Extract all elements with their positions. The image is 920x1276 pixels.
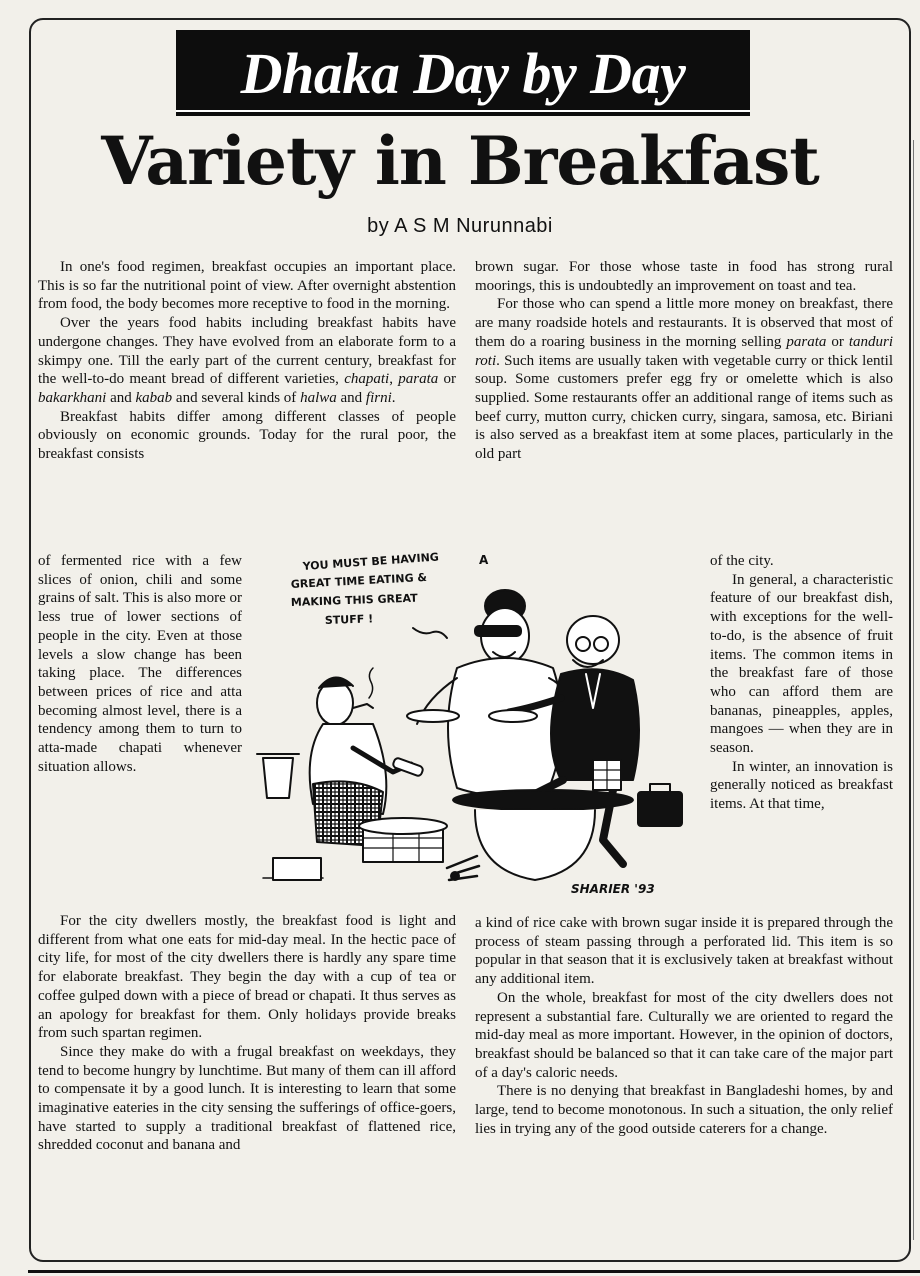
column-2-wrap: [710, 552, 893, 814]
paragraph: Since they make do with a frugal breakfast on weekdays, they tend to become hungry by lunchtime. But many of them can ill afford to compensate it by a good lunch. It is interesting to learn that some imaginative eateries in the city sensing the sufferings of office-goers, have started to supply a traditional breakfast of flattened rice, shredded coconut and banana and: [38, 1043, 456, 1154]
paragraph: Breakfast habits differ among different classes of people obviously on economic grounds. Today for the rural poor, the breakfast consists: [38, 408, 456, 463]
paragraph: In one's food regimen, breakfast occupies an important place. This is so far the nutritional point of view. After overnight abstention from food, the body becomes more receptive to food in the morning.: [38, 259, 456, 313]
paragraph: For those who can spend a little more money on breakfast, there are many roadside hotels and restaurants. It is observed that most of them do a roaring business in the morning selling parata or tanduri roti. Such items are usually taken with vegetable curry or thick lentil soup. Some customers prefer egg fry or omelette which is also supplied. Some restaurants offer an additional range of items such as beef curry, mutton curry, chicken curry, singara, samosa, etc. Biriani is also served as a breakfast item at some places, particularly in the old part: [475, 296, 894, 463]
column-1-bottom: [38, 912, 456, 1155]
paragraph: There is no denying that breakfast in Bangladeshi homes, by and large, tend to become monotonous. In such a situation, the only relief lies in trying any of the good outside caterers for a change.: [475, 1083, 893, 1137]
paragraph: Over the years food habits including breakfast habits have undergone changes. They have evolved from an elaborate form to a skimpy one. Till the early part of the current century, breakfast for the well-to-do meant bread of different varieties, chapati, parata or bakarkhani and kabab and several kinds of halwa and firni.: [38, 315, 457, 406]
speech-bubble-text: MAKING THIS GREAT: [290, 591, 418, 609]
paragraph: On the whole, breakfast for most of the city dwellers does not represent a substantial fare. Culturally we are oriented to regard the mid-day meal as more important. However, in the opinion of doctors, breakfast should be balanced so that it can take care of the major part of a day's caloric needs.: [475, 989, 893, 1081]
column-2-top: [475, 258, 893, 464]
cartoon-illustration: [243, 548, 703, 908]
stray-mark: A: [479, 553, 489, 567]
page-edge: [913, 140, 920, 1240]
speech-bubble-text: STUFF !: [324, 612, 374, 627]
column-1-wrap: [38, 552, 242, 776]
banner-text: Dhaka Day by Day: [240, 40, 686, 106]
paragraph: brown sugar. For those whose taste in food has strong rural moorings, this is undoubtedly an improvement on toast and tea.: [475, 259, 893, 294]
paragraph: of the city.: [710, 553, 774, 569]
article-byline: by A S M Nurunnabi: [367, 215, 553, 237]
speech-bubble-text: YOU MUST BE HAVING: [302, 550, 440, 573]
article-headline: Variety in Breakfast: [101, 122, 819, 200]
paragraph: a kind of rice cake with brown sugar inside it is prepared through the process of steam passing through a perforated lid. This item is so popular in that season that it is exclusively taken at breakfast without any additional item.: [475, 915, 893, 988]
column-banner: [176, 30, 750, 116]
paragraph: In general, a characteristic feature of our breakfast dish, with exceptions for the well-to-do, is the absence of fruit items. The common items in the breakfast fare of those who can afford them are bananas, pineapples, apples, mangoes — when they are in season.: [710, 571, 893, 757]
paragraph: of fermented rice with a few slices of onion, chili and some grains of salt. This is also more or less true of lower sections of people in the city. Even at those levels a slow change has been taking place. The differences between prices of rice and atta becoming almost level, there is a tendency among them to turn to atta-made chapati whenever situation allows.: [38, 553, 242, 775]
speech-tail: [413, 628, 447, 638]
bottom-rule: [28, 1270, 920, 1273]
cartoonist-signature: SHARIER '93: [571, 882, 655, 896]
column-1-top: [38, 258, 456, 464]
cook-figure: [407, 590, 573, 796]
paragraph: For the city dwellers mostly, the breakfast food is light and different from what one eats for mid-day meal. In the hectic pace of city life, for most of the city dwellers there is hardly any spare time for elaborate breakfast. They begin the day with a cup of tea or coffee gulped down with a piece of bread or chapati. It thus serves as an apology for breakfast for them. Only holidays provide breaks from such spartan regimen.: [38, 913, 456, 1042]
column-2-bottom: [475, 914, 893, 1138]
speech-bubble-text: GREAT TIME EATING &: [290, 570, 428, 591]
paragraph: In winter, an innovation is generally noticed as breakfast items. At that time,: [710, 758, 893, 813]
